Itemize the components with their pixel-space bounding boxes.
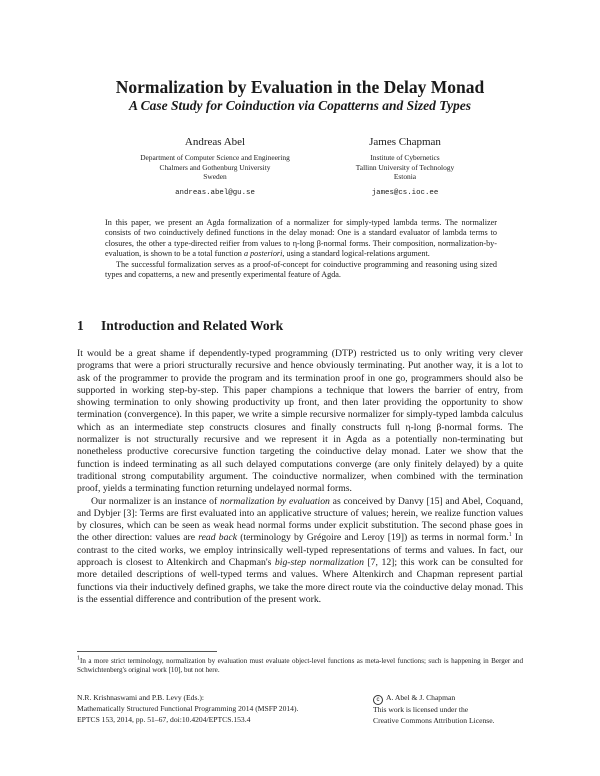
- author-block-2: [290, 136, 520, 197]
- author-email[interactable]: james@cs.ioc.ee: [371, 188, 439, 197]
- footnote-mark: 1: [77, 655, 80, 662]
- paper-title: Normalization by Evaluation in the Delay Monad: [115, 77, 485, 97]
- body-paragraph: Our normalizer is an instance of normalization by evaluation as conceived by Danvy [15] and Abel, Coquand, and Dybjer [3]: Terms are first evaluated into an applicative structure of values; herein, we realize function values by closures, which can be seen as weak head normal forms under explicit substitution. The second phase goes in the other direction: values are read back (terminology by Grégoire and Leroy [19]) as terms in normal form.$^1$ In contrast to the cited works, we employ intrinsically well-typed representations of terms and values. In fact, our approach is closest to Altenkirch and Chapman's big-step normalization [7, 12]; this work can be consulted for more detailed descriptions of well-typed terms and values. Where Altenkirch and Chapman represent partial functions via their inductively defined graphs, we take the more direct route via the coinductive delay monad. This is the essential difference and contribution of the present work.: [77, 495, 524, 605]
- emphasis: a posteriori: [243, 249, 283, 259]
- affiliation-line: Sweden: [203, 172, 227, 182]
- footer-line: N.R. Krishnaswami and P.B. Levy (Eds.):: [77, 693, 204, 702]
- abstract: [105, 218, 497, 280]
- section-number: 1: [77, 318, 84, 333]
- affiliation-line: Chalmers and Gothenburg University: [159, 162, 271, 172]
- copyright-icon: c: [373, 695, 383, 705]
- paper-subtitle: A Case Study for Coinduction via Copatterns and Sized Types: [129, 98, 471, 113]
- footnote-text: In a more strict terminology, normalization by evaluation must evaluate object-level functions as meta-level functions; such is happening in Berger and Schwichtenberg's original work [10], but not here.: [77, 657, 523, 675]
- author-name: James Chapman: [369, 136, 441, 148]
- author-affiliation: [290, 153, 520, 182]
- affiliation-line: Department of Computer Science and Engineering: [140, 153, 290, 162]
- affiliation-line: Estonia: [393, 172, 417, 182]
- body-text: [77, 348, 523, 606]
- author-email[interactable]: andreas.abel@gu.se: [175, 188, 255, 197]
- emphasis: read back: [198, 532, 238, 544]
- footer-publication-info: [77, 693, 298, 725]
- affiliation-line: Institute of Cybernetics: [370, 153, 440, 162]
- footnote: [77, 657, 523, 675]
- footnote-marker[interactable]: 1: [508, 532, 512, 539]
- footer-line: EPTCS 153, 2014, pp. 51–67, doi:10.4204/EPTCS.153.4: [77, 714, 251, 724]
- affiliation-line: Tallinn University of Technology: [355, 162, 455, 172]
- footer-line: This work is licensed under the: [373, 705, 469, 714]
- footer-license: [373, 693, 494, 727]
- section-title: Introduction and Related Work: [101, 318, 284, 333]
- license-link[interactable]: Creative Commons Attribution License.: [373, 715, 495, 725]
- abstract-paragraph: In this paper, we present an Agda formalization of a normalizer for simply-typed lambda terms. The normalizer consists of two coinductively defined functions in the delay monad: One is a standard evaluator of lambda terms to closures, the other a type-directed reifier from values to η-long β-normal forms. Their composition, normalization-by-evaluation, is shown to be a total function a posteriori, using a standard logical-relations argument.: [105, 218, 497, 259]
- footer-line: c A. Abel & J. Chapman: [373, 693, 494, 705]
- footer-line: Mathematically Structured Functional Programming 2014 (MSFP 2014).: [77, 703, 299, 713]
- abstract-paragraph: The successful formalization serves as a proof-of-concept for coinductive programming and reasoning using sized types and copatterns, a new and presently experimental feature of Agda.: [105, 259, 497, 280]
- emphasis: normalization by evaluation: [219, 495, 330, 507]
- emphasis: big-step normalization: [274, 557, 364, 569]
- author-name: Andreas Abel: [184, 136, 246, 148]
- body-paragraph: It would be a great shame if dependently-typed programming (DTP) restricted us to only writing very clever programs that were a priori structurally recursive and hence obviously terminating. Put another way, it is a lot to ask of the programmer to provide the program and its termination proof in one go, programmers should also be supported in working step-by-step. This paper champions a technique that lowers the barrier of entry, from showing termination to only showing productivity up front, and then later providing the opportunity to show termination (convergence). In this paper, we write a simple recursive normalizer for simply-typed lambda calculus which as an intermediate step constructs closures and finally constructs full η-long β-normal forms. The normalizer is not structurally recursive and we represent it in Agda as a potentially non-terminating but nonetheless productive corecursive function targeting the coinductive delay monad. Later we show that the function is indeed terminating as all such delayed computations converge (are only finitely delayed) by a quite traditional strong computability argument. The coinductive normalizer, when combined with the termination proof, yields a terminating function returning undelayed normal forms.: [77, 348, 523, 495]
- section-heading: [77, 318, 283, 334]
- footnote-rule: [77, 651, 217, 652]
